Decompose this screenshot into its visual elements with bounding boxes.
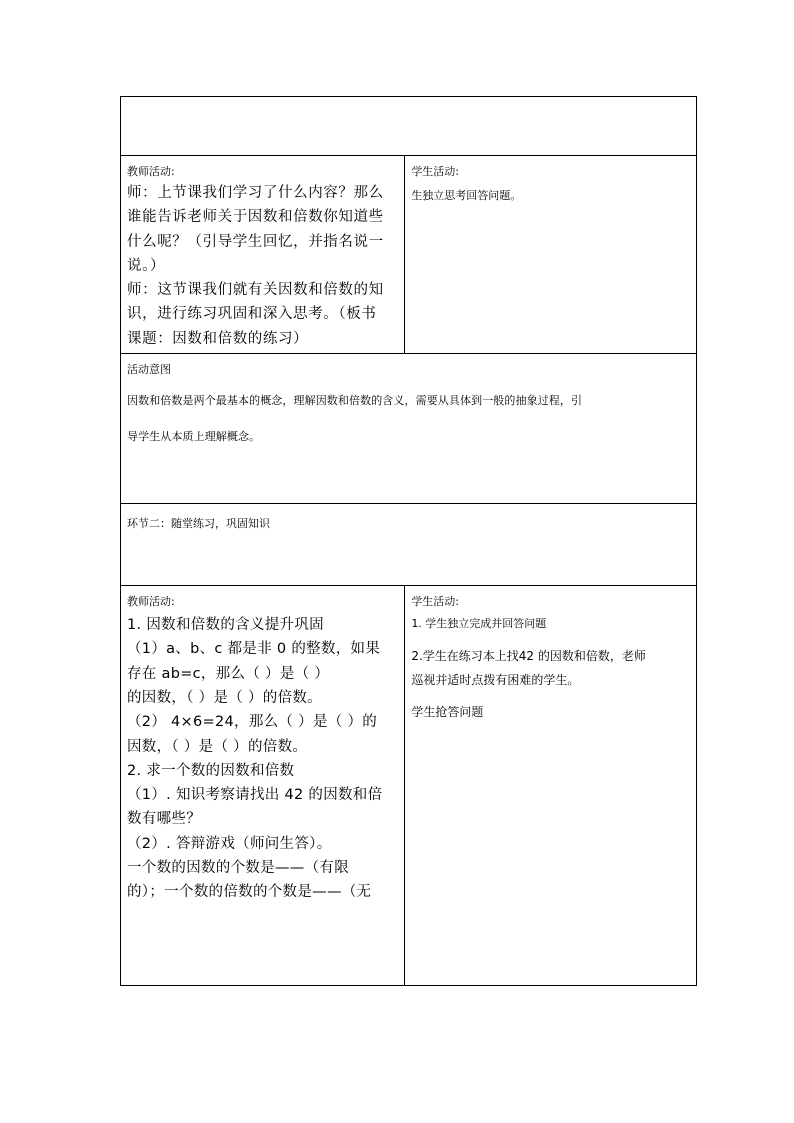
lesson-plan-table: [120, 96, 697, 986]
student-activity-text: [411, 617, 690, 719]
teacher-activity-text: [127, 613, 398, 905]
text-line: 1. 学生独立完成并回答问题: [411, 617, 547, 631]
text-line: （1）a、b、c 都是非 0 的整数，如果: [127, 641, 381, 658]
text-line: 巡视并适时点拨有困难的学生。: [411, 673, 580, 688]
text-line: 课题：因数和倍数的练习）: [127, 330, 309, 347]
text-line: 存在 ab=c，那么（ ）是（ ）: [127, 665, 330, 682]
text-line: 1. 因数和倍数的含义提升巩固: [127, 617, 324, 634]
student-activity-label: 学生活动:: [411, 595, 460, 609]
text-line: 因数和倍数是两个最基本的概念，理解因数和倍数的含义，需要从具体到一般的抽象过程，引: [127, 394, 583, 408]
header-blank-row: [121, 97, 697, 156]
teacher-activity-label: 教师活动:: [127, 165, 175, 178]
text-line: 因数，（ ）是（ ）的倍数。: [127, 738, 308, 755]
text-line: 识，进行练习巩固和深入思考。（板书: [127, 306, 377, 323]
text-line: 什么呢？（引导学生回忆，并指名说一: [127, 233, 384, 250]
activity-intent-cell: [121, 354, 697, 504]
text-line: 2. 求一个数的因数和倍数: [127, 762, 295, 779]
text-line: 2.学生在练习本上找42 的因数和倍数，老师: [411, 649, 646, 664]
section-two-cell: [121, 504, 697, 586]
text-line: 的因数，（ ）是（ ）的倍数。: [127, 689, 322, 706]
student-activity-cell-1: [405, 156, 697, 354]
text-line: （2） 4×6=24，那么（ ）是（ ）的: [127, 714, 378, 731]
text-line: 导学生从本质上理解概念。: [127, 430, 261, 444]
text-line: （1）. 知识考察请找出 42 的因数和倍: [127, 787, 383, 804]
text-line: 一个数的因数的个数是——（有限: [127, 860, 349, 877]
text-line: 谁能告诉老师关于因数和倍数你知道些: [127, 209, 384, 226]
text-line: 学生抢答问题: [411, 705, 484, 720]
activity-intent-row: [121, 354, 697, 504]
section-two-title: 环节二：随堂练习，巩固知识: [127, 517, 270, 531]
teacher-activity-cell-1: [121, 156, 405, 354]
text-line: 师：这节课我们就有关因数和倍数的知: [127, 282, 384, 299]
text-line: 说。）: [127, 257, 166, 274]
teacher-activity-label: 教师活动:: [127, 595, 175, 609]
text-line: 的）；一个数的倍数的个数是——（无: [127, 884, 372, 901]
text-line: 师：上节课我们学习了什么内容？那么: [127, 185, 384, 201]
student-activity-label: 学生活动:: [411, 165, 460, 178]
activity-intent-text: [127, 394, 690, 444]
text-line: （2）. 答辩游戏（师问生答）。: [127, 835, 332, 852]
teacher-activity-cell-2: [121, 586, 405, 986]
header-blank-cell: [121, 97, 697, 156]
teacher-activity-text: [127, 181, 398, 353]
student-activity-text: 生独立思考回答问题。: [411, 189, 522, 202]
text-line: 数有哪些？: [127, 811, 201, 828]
activity-row-2: [121, 586, 697, 986]
student-activity-cell-2: [405, 586, 697, 986]
activity-intent-label: 活动意图: [127, 363, 171, 377]
activity-row-1: [121, 156, 697, 354]
section-two-row: [121, 504, 697, 586]
